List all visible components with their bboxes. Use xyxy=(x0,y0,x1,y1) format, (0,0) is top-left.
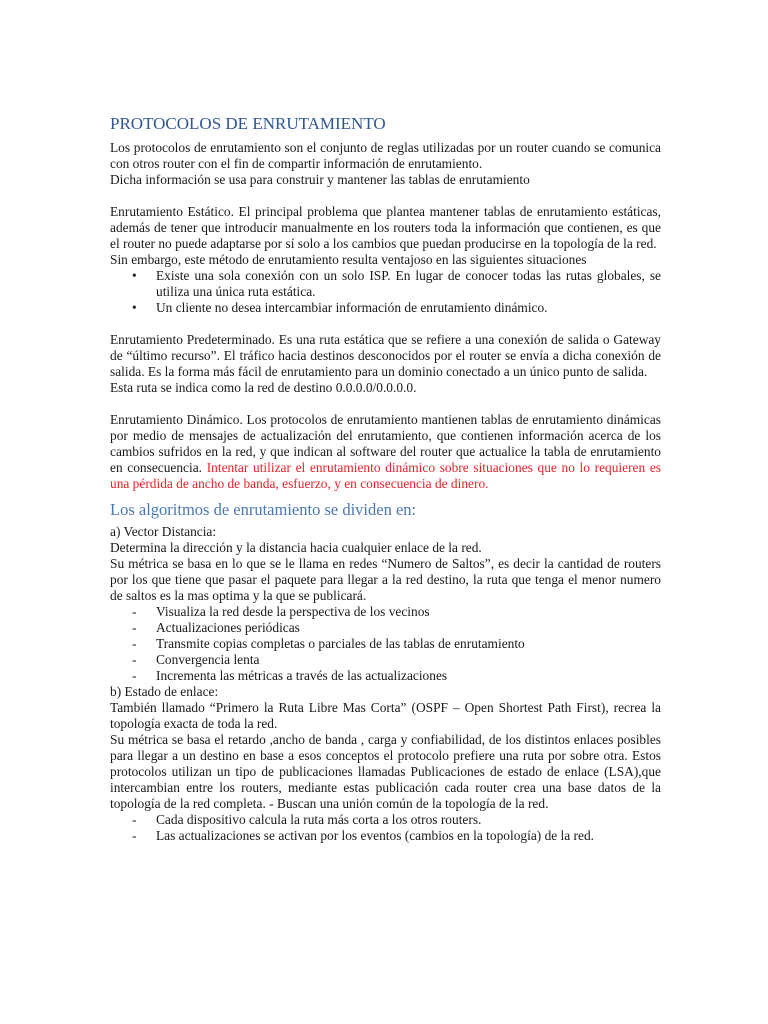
page-title: PROTOCOLOS DE ENRUTAMIENTO xyxy=(110,114,386,133)
estatico-paragraph: Enrutamiento Estático. El principal problema que plantea mantener tablas de enrutamiento estáticas, además de tener que introducir manualmente en los routers toda la información que contienen, es que el router no puede adaptarse por sí solo a los cambios que puedan producirse en la topología de la red. xyxy=(110,204,661,251)
predeterminado-destination: Esta ruta se indica como la red de destino 0.0.0.0/0.0.0.0. xyxy=(110,380,417,395)
dinamico-warning: Intentar utilizar el enrutamiento dinámico sobre situaciones que no lo requieren es una pérdida de ancho de banda, esfuerzo, y en consecuencia de dinero. xyxy=(110,460,661,491)
bullet-mark: • xyxy=(132,268,137,283)
enlace-dash-list xyxy=(110,812,661,844)
vector-label: a) Vector Distancia: xyxy=(110,524,217,539)
list-item xyxy=(110,300,661,316)
dinamico-text: Enrutamiento Dinámico. Los protocolos de enrutamiento mantienen tablas de enrutamiento dinámicas por medio de mensajes de actualización del enrutamiento, que contienen información acerca de los cambios sufridos en la red, y que indican al software del router que actualice la tabla de enrutamiento en consecuencia. xyxy=(110,412,661,475)
dash-mark: - xyxy=(132,668,137,683)
list-item-text: Actualizaciones periódicas xyxy=(156,620,300,635)
estatico-bullet-list xyxy=(110,268,661,316)
intro-paragraph-2: Dicha información se usa para construir y mantener las tablas de enrutamiento xyxy=(110,172,530,187)
dash-mark: - xyxy=(132,604,137,619)
list-item-text: Las actualizaciones se activan por los eventos (cambios en la topología) de la red. xyxy=(156,828,595,843)
dash-mark: - xyxy=(132,620,137,635)
vector-paragraph-1: Determina la dirección y la distancia hacia cualquier enlace de la red. xyxy=(110,540,482,555)
enlace-paragraph-1: También llamado “Primero la Ruta Libre Mas Corta” (OSPF – Open Shortest Path First), recrea la topología exacta de toda la red. xyxy=(110,700,661,731)
list-item-text: Un cliente no desea intercambiar información de enrutamiento dinámico. xyxy=(156,300,548,315)
list-item xyxy=(110,668,661,684)
list-item-text: Existe una sola conexión con un solo ISP. En lugar de conocer todas las rutas globales, se utiliza una única ruta estática. xyxy=(156,268,661,299)
dash-mark: - xyxy=(132,636,137,651)
vector-dash-list xyxy=(110,604,661,684)
dinamico-paragraph xyxy=(110,412,661,492)
predeterminado-paragraph: Enrutamiento Predeterminado. Es una ruta estática que se refiere a una conexión de salida o Gateway de “último recurso”. El tráfico hacia destinos desconocidos por el router se envía a dicha conexión de salida. Es la forma más fácil de enrutamiento para un dominio conectado a un único punto de salida. xyxy=(110,332,661,379)
list-item xyxy=(110,652,661,668)
list-item xyxy=(110,268,661,300)
list-item-text: Transmite copias completas o parciales de las tablas de enrutamiento xyxy=(156,636,525,651)
dash-mark: - xyxy=(132,828,137,843)
list-item-text: Cada dispositivo calcula la ruta más corta a los otros routers. xyxy=(156,812,482,827)
list-item-text: Convergencia lenta xyxy=(156,652,260,667)
list-item-text: Visualiza la red desde la perspectiva de los vecinos xyxy=(156,604,430,619)
list-item-text: Incrementa las métricas a través de las actualizaciones xyxy=(156,668,448,683)
enlace-paragraph-2: Su métrica se basa el retardo ,ancho de banda , carga y confiabilidad, de los distintos enlaces posibles para llegar a un destino en base a esos conceptos el protocolo prefiere una ruta por sobre otra. Estos protocolos utilizan un tipo de publicaciones llamadas Publicaciones de estado de enlace (LSA),que intercambian entre los routers, mediante estas publicación cada router crea una base datos de la topología de la red completa. - Buscan una unión común de la topología de la red. xyxy=(110,732,661,811)
dash-mark: - xyxy=(132,652,137,667)
bullet-mark: • xyxy=(132,300,137,315)
list-item xyxy=(110,812,661,828)
dash-mark: - xyxy=(132,812,137,827)
spacer xyxy=(110,316,661,332)
algoritmos-heading: Los algoritmos de enrutamiento se dividen en: xyxy=(110,500,417,519)
estatico-situations: Sin embargo, este método de enrutamiento resulta ventajoso en las siguientes situaciones xyxy=(110,252,587,267)
intro-paragraph-1: Los protocolos de enrutamiento son el conjunto de reglas utilizadas por un router cuando se comunica con otros router con el fin de compartir información de enrutamiento. xyxy=(110,140,661,171)
list-item xyxy=(110,620,661,636)
document-body xyxy=(110,114,661,844)
list-item xyxy=(110,828,661,844)
spacer xyxy=(110,396,661,412)
list-item xyxy=(110,636,661,652)
spacer xyxy=(110,188,661,204)
vector-paragraph-2: Su métrica se basa en lo que se le llama en redes “Numero de Saltos”, es decir la cantidad de routers por los que tiene que pasar el paquete para llegar a la red destino, la ruta que tenga el menor numero de saltos es la mas optima y la que se publicará. xyxy=(110,556,661,603)
list-item xyxy=(110,604,661,620)
enlace-label: b) Estado de enlace: xyxy=(110,684,219,699)
